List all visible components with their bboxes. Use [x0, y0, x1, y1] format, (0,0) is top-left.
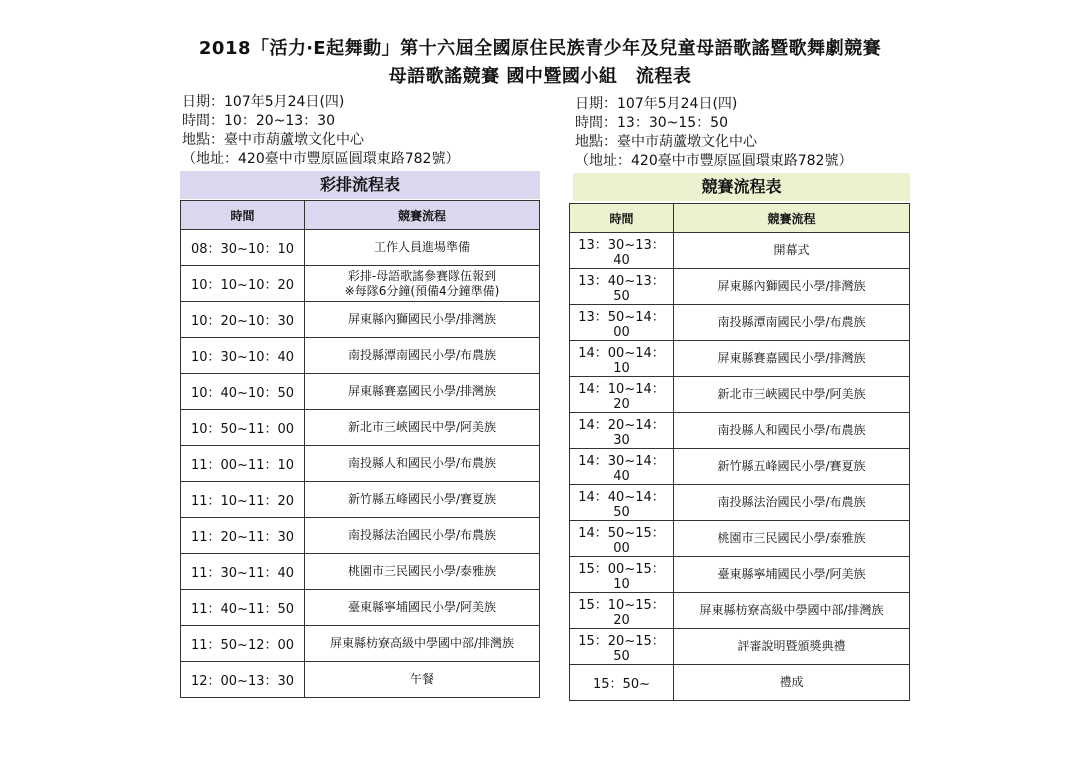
competition-place: 地點：臺中市葫蘆墩文化中心: [575, 134, 757, 150]
row-time: 15：00~15：10: [570, 557, 674, 593]
col-header-event: 競賽流程: [674, 204, 910, 233]
row-time: 11：20~11：30: [181, 518, 305, 554]
row-event: [674, 521, 910, 557]
row-event: [674, 665, 910, 701]
table-row: [570, 341, 910, 377]
row-event-text: 臺東縣寧埔國民小學/阿美族: [717, 567, 866, 581]
row-time: 11：10~11：20: [181, 482, 305, 518]
row-event-text: 屏東縣枋寮高級中學國中部/排灣族: [329, 636, 515, 650]
row-time: 10：10~10：20: [181, 266, 305, 302]
row-event: [305, 662, 540, 698]
rehearsal-heading: 彩排流程表: [180, 171, 540, 199]
competition-table: [569, 203, 910, 701]
row-event-text: 禮成: [779, 675, 804, 689]
row-time: 10：50~11：00: [181, 410, 305, 446]
row-time: 11：30~11：40: [181, 554, 305, 590]
row-event: [674, 629, 910, 665]
row-time: 14：10~14：20: [570, 377, 674, 413]
rehearsal-info: [182, 93, 459, 169]
row-event-text: 午餐: [409, 672, 434, 686]
row-event: [674, 269, 910, 305]
table-row: [181, 482, 540, 518]
row-event: [305, 374, 540, 410]
row-event-text: 開幕式: [773, 243, 810, 257]
row-event: [674, 377, 910, 413]
table-row: [570, 377, 910, 413]
row-time: 10：20~10：30: [181, 302, 305, 338]
table-row: [181, 590, 540, 626]
row-time: 14：30~14：40: [570, 449, 674, 485]
table-row: [570, 593, 910, 629]
row-time: 11：40~11：50: [181, 590, 305, 626]
competition-address: （地址：420臺中市豐原區圓環東路782號）: [575, 153, 853, 169]
rehearsal-time: 時間：10：20~13：30: [182, 113, 335, 129]
row-event: [305, 554, 540, 590]
row-event-text: 南投縣潭南國民小學/布農族: [717, 315, 866, 329]
table-row: [570, 269, 910, 305]
row-event: [305, 446, 540, 482]
row-event: [305, 518, 540, 554]
row-event-text: 南投縣潭南國民小學/布農族: [347, 348, 497, 362]
table-row: [570, 449, 910, 485]
table-row: [181, 302, 540, 338]
table-row: [181, 230, 540, 266]
row-event-text: 南投縣人和國民小學/布農族: [717, 423, 866, 437]
row-event-text: 評審說明暨頒獎典禮: [737, 639, 846, 653]
table-row: [181, 662, 540, 698]
row-event-text: 屏東縣枋寮高級中學國中部/排灣族: [699, 603, 884, 617]
row-event-text: 新竹縣五峰國民小學/賽夏族: [717, 459, 866, 473]
row-event: [305, 266, 540, 302]
row-time: 15：20~15：50: [570, 629, 674, 665]
table-row: [570, 521, 910, 557]
row-time: 12：00~13：30: [181, 662, 305, 698]
table-header-row: [570, 204, 910, 233]
row-event: [674, 449, 910, 485]
table-row: [570, 305, 910, 341]
competition-time: 時間：13：30~15：50: [575, 115, 728, 131]
table-row: [570, 629, 910, 665]
row-event: [674, 305, 910, 341]
row-time: 11：00~11：10: [181, 446, 305, 482]
row-time: 14：00~14：10: [570, 341, 674, 377]
table-row: [181, 518, 540, 554]
competition-info: [575, 95, 852, 171]
row-event-text: 桃園市三民國民小學/泰雅族: [717, 531, 866, 545]
row-time: 15：10~15：20: [570, 593, 674, 629]
rehearsal-place: 地點：臺中市葫蘆墩文化中心: [182, 132, 364, 148]
row-event-text: 南投縣法治國民小學/布農族: [717, 495, 866, 509]
row-event: [305, 302, 540, 338]
row-time: 13：40~13：50: [570, 269, 674, 305]
row-event: [674, 233, 910, 269]
row-event: [305, 482, 540, 518]
row-time: 13：30~13：40: [570, 233, 674, 269]
row-event-text: 屏東縣內獅國民小學/排灣族: [717, 279, 866, 293]
table-row: [181, 374, 540, 410]
row-event-text: 新北市三峽國民中學/阿美族: [717, 387, 866, 401]
table-row: [570, 413, 910, 449]
row-time: 14：40~14：50: [570, 485, 674, 521]
table-row: [181, 626, 540, 662]
row-event-text: 屏東縣內獅國民小學/排灣族: [347, 312, 497, 326]
table-header-row: [181, 201, 540, 230]
rehearsal-address: （地址：420臺中市豐原區圓環東路782號）: [182, 151, 460, 167]
table-row: [181, 554, 540, 590]
table-row: [570, 557, 910, 593]
row-event-text: 彩排-母語歌謠參賽隊伍報到: [347, 268, 497, 283]
row-event-text: 新竹縣五峰國民小學/賽夏族: [347, 492, 497, 506]
row-event: [305, 590, 540, 626]
competition-date: 日期：107年5月24日(四): [575, 96, 738, 112]
document-subtitle: 母語歌謠競賽 國中暨國小組 流程表: [388, 66, 692, 87]
row-time: 10：30~10：40: [181, 338, 305, 374]
table-row: [570, 665, 910, 701]
row-time: 11：50~12：00: [181, 626, 305, 662]
table-row: [181, 338, 540, 374]
row-event: [674, 341, 910, 377]
table-row: [181, 266, 540, 302]
row-event: [305, 410, 540, 446]
col-header-time: 時間: [570, 204, 674, 233]
row-time: 08：30~10：10: [181, 230, 305, 266]
col-header-time: 時間: [181, 201, 305, 230]
row-event: [674, 413, 910, 449]
row-time: 10：40~10：50: [181, 374, 305, 410]
table-row: [181, 410, 540, 446]
row-time: 13：50~14：00: [570, 305, 674, 341]
competition-heading: 競賽流程表: [573, 173, 910, 201]
row-event: [305, 338, 540, 374]
row-event-text: 南投縣人和國民小學/布農族: [347, 456, 497, 470]
row-time: 14：50~15：00: [570, 521, 674, 557]
row-event: [674, 593, 910, 629]
document-title: 2018「活力‧E起舞動」第十六屆全國原住民族青少年及兒童母語歌謠暨歌舞劇競賽: [198, 38, 882, 59]
row-event-text: 臺東縣寧埔國民小學/阿美族: [347, 600, 497, 614]
row-event: [674, 557, 910, 593]
table-row: [181, 446, 540, 482]
row-event-text: 屏東縣賽嘉國民小學/排灣族: [717, 351, 866, 365]
row-event-note: ※每隊6分鐘(預備4分鐘準備): [344, 283, 500, 298]
table-row: [570, 233, 910, 269]
row-event: [674, 485, 910, 521]
row-event: [305, 626, 540, 662]
row-time: 14：20~14：30: [570, 413, 674, 449]
row-time: 15：50~: [570, 665, 674, 701]
row-event: [305, 230, 540, 266]
rehearsal-table: [180, 200, 540, 698]
row-event-text: 工作人員進場準備: [373, 240, 470, 254]
row-event-text: 新北市三峽國民中學/阿美族: [347, 420, 497, 434]
col-header-event: 競賽流程: [305, 201, 540, 230]
row-event-text: 屏東縣賽嘉國民小學/排灣族: [347, 384, 497, 398]
row-event-text: 南投縣法治國民小學/布農族: [347, 528, 497, 542]
rehearsal-date: 日期：107年5月24日(四): [182, 94, 345, 110]
table-row: [570, 485, 910, 521]
row-event-text: 桃園市三民國民小學/泰雅族: [347, 564, 497, 578]
